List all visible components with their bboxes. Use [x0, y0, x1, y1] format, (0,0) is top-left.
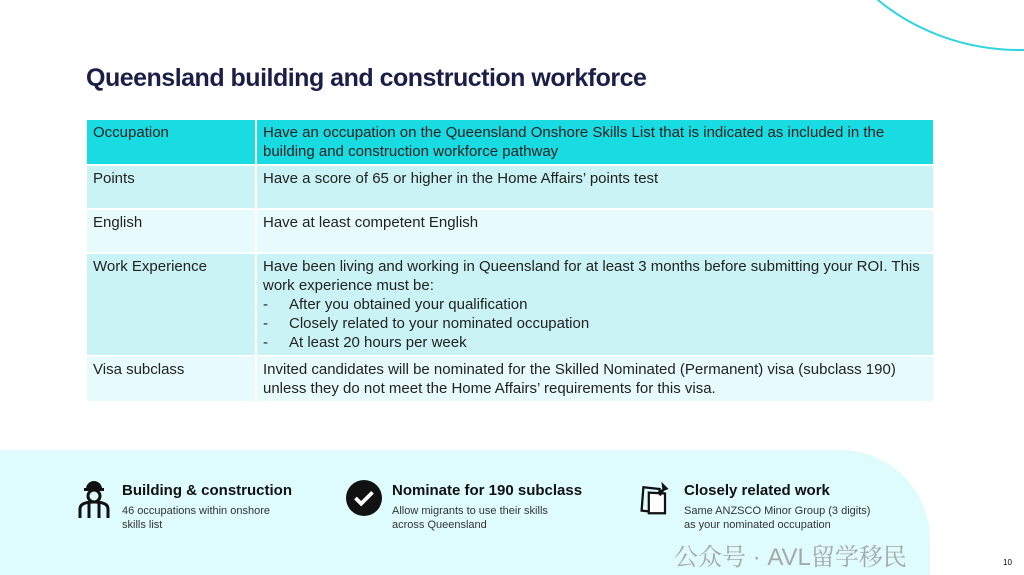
row-text: Invited candidates will be nominated for the Skilled Nominated (Permanent) visa (subclass 190) unless they do not meet the Home Affairs’ requirements for this visa. — [256, 356, 934, 402]
bullet-item: - Closely related to your nominated occupation — [263, 314, 927, 333]
feature-building — [76, 478, 292, 532]
bullet-item: - After you obtained your qualification — [263, 295, 927, 314]
criteria-table — [87, 120, 935, 403]
feature-title: Nominate for 190 subclass — [392, 482, 583, 499]
row-text — [256, 253, 934, 356]
row-label: Occupation — [87, 120, 256, 165]
table-row — [87, 253, 934, 356]
feature-desc: Allow migrants to use their skills across Queensland — [392, 505, 548, 531]
page-title: Queensland building and construction workforce — [86, 64, 647, 92]
construction-worker-icon — [76, 478, 112, 518]
feature-nominate — [346, 478, 582, 532]
table-row — [87, 356, 934, 402]
table-row — [87, 120, 934, 165]
row-label: English — [87, 209, 256, 253]
row-text: Have a score of 65 or higher in the Home Affairs’ points test — [256, 165, 934, 209]
feature-title: Building & construction — [122, 482, 292, 499]
watermark: 公众号 · AVL留学移民 — [674, 544, 907, 571]
feature-desc: 46 occupations within onshore skills list — [122, 505, 270, 531]
row-label: Work Experience — [87, 253, 256, 356]
bullet-list — [263, 295, 927, 352]
feature-related-work — [638, 478, 884, 532]
row-label: Points — [87, 165, 256, 209]
row-text-intro: Have been living and working in Queensland for at least 3 months before submitting your ROI. This work experience must be: — [263, 258, 920, 294]
table-row — [87, 209, 934, 253]
row-text: Have at least competent English — [256, 209, 934, 253]
pinned-notes-icon — [638, 478, 674, 518]
decorative-arc — [800, 0, 1024, 60]
bullet-item: - At least 20 hours per week — [263, 333, 927, 352]
row-label: Visa subclass — [87, 356, 256, 402]
table-row — [87, 165, 934, 209]
row-text: Have an occupation on the Queensland Onshore Skills List that is indicated as included in the building and construction workforce pathway — [256, 120, 934, 165]
feature-title: Closely related work — [684, 482, 830, 499]
feature-desc: Same ANZSCO Minor Group (3 digits) as your nominated occupation — [684, 505, 871, 531]
page-number: 10 — [1003, 558, 1012, 567]
checkmark-circle-icon — [346, 478, 382, 518]
